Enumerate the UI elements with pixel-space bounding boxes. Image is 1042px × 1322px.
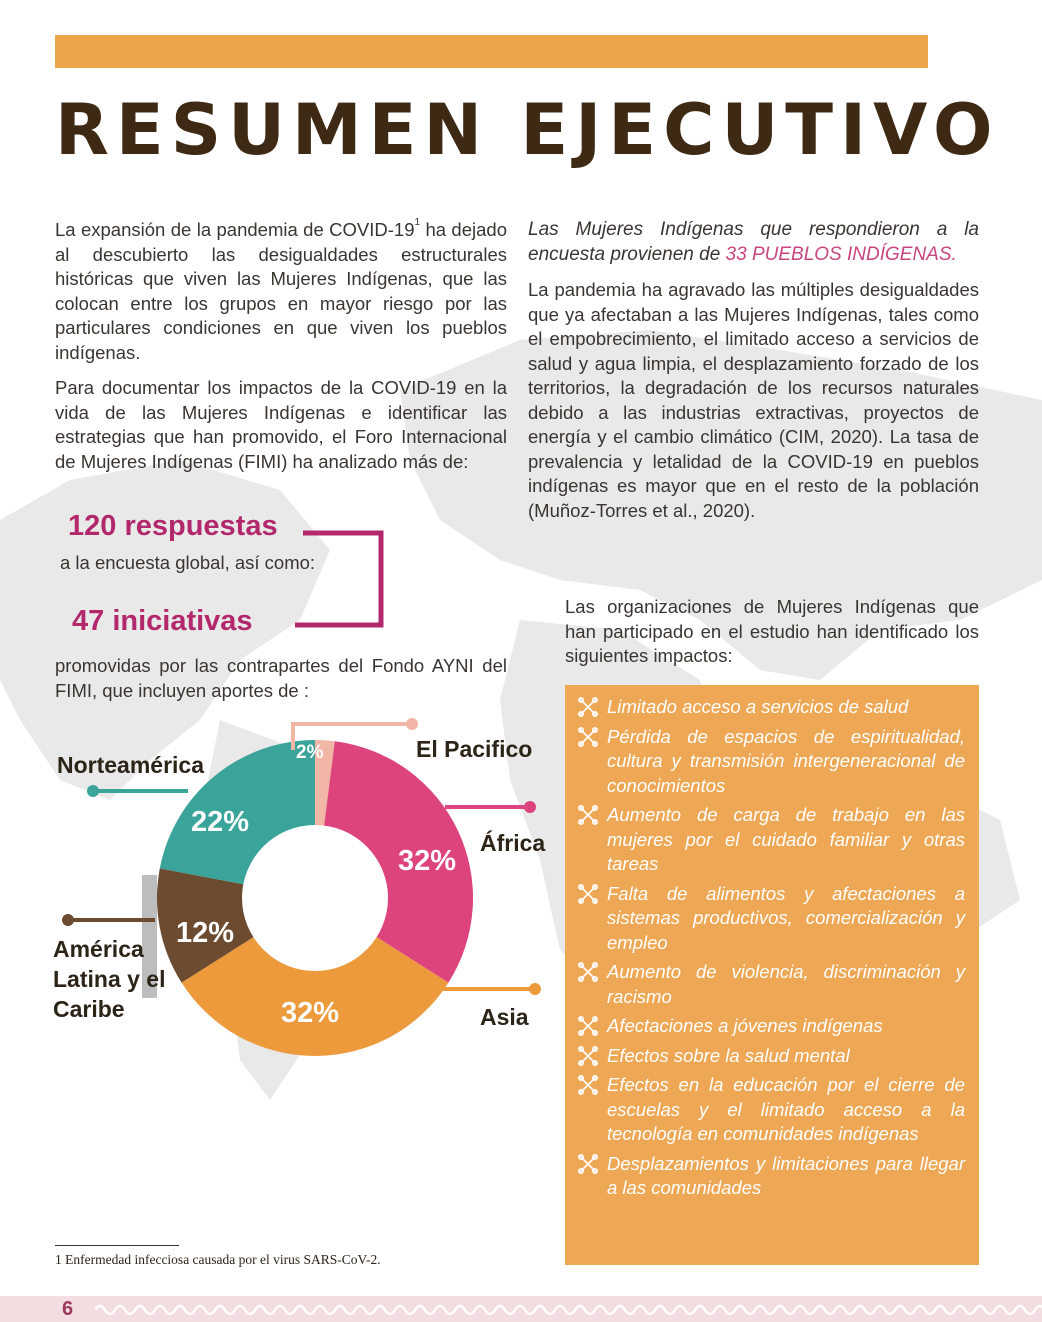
stat-responses: 120 respuestas bbox=[68, 510, 278, 542]
flower-bullet-icon bbox=[577, 884, 599, 904]
impact-item bbox=[577, 725, 965, 799]
impact-item bbox=[577, 695, 965, 720]
impact-item bbox=[577, 1014, 965, 1039]
impact-item bbox=[577, 960, 965, 1009]
pct-el-pacifico: 2% bbox=[296, 742, 324, 763]
intro-text: La expansión de la pandemia de COVID-19 bbox=[55, 219, 415, 240]
label-africa: África bbox=[480, 830, 546, 856]
peoples-highlight: 33 PUEBLOS INDÍGENAS. bbox=[725, 243, 957, 265]
leader-dot-0 bbox=[406, 718, 418, 730]
method-paragraph: Para documentar los impactos de la COVID-19 en la vida de las Mujeres Indígenas e identificar las estrategias que han promovido, el Foro Internacional de Mujeres Indígenas (FIMI) ha analizado más de: bbox=[55, 377, 507, 472]
pct-africa: 32% bbox=[398, 845, 457, 877]
label-norteamerica: Norteamérica bbox=[57, 752, 205, 778]
footnote-ref: 1 bbox=[414, 217, 421, 228]
pandemic-paragraph: La pandemia ha agravado las múltiples desigualdades que ya afectaban a las Mujeres Indígenas, tales como el empobrecimiento, el limitado acceso a servicios de salud y agua limpia, el desplazamiento forzado de los territorios, la degradación de los recursos naturales debido a las industrias extractivas, proyectos de energía y el cambio climático (CIM, 2020). La tasa de prevalencia y letalidad de la COVID-19 en pueblos indígenas es mayor que en el resto de la población (Muñoz-Torres et al., 2020). bbox=[528, 279, 979, 521]
impacts-list bbox=[565, 685, 979, 1201]
intro-text-rest: ha dejado al descubierto las desigualdades estructurales históricas que viven las Mujeres Indígenas, que las colocan entre los grupos en mayor riesgo por las particulares condiciones en que viven los pueblos indígenas. bbox=[55, 219, 507, 363]
impact-text: Aumento de carga de trabajo en las mujeres por el cuidado familiar y otras tareas bbox=[607, 804, 965, 874]
impact-text: Desplazamientos y limitaciones para llegar a las comunidades bbox=[607, 1152, 965, 1198]
flower-bullet-icon bbox=[577, 1046, 599, 1066]
left-column bbox=[55, 218, 507, 474]
intro-paragraph bbox=[55, 218, 507, 365]
impact-text: Limitado acceso a servicios de salud bbox=[607, 696, 909, 717]
leader-dot-4 bbox=[87, 785, 99, 797]
wave-border bbox=[95, 1300, 1042, 1320]
impact-text: Efectos en la educación por el cierre de escuelas y el limitado acceso a la tecnología en comunidades indígenas bbox=[607, 1074, 965, 1144]
impact-text: Falta de alimentos y afectaciones a sistemas productivos, comercialización y empleo bbox=[607, 882, 965, 953]
impacts-intro: Las organizaciones de Mujeres Indígenas que han participado en el estudio han identificado los siguientes impactos: bbox=[565, 596, 979, 666]
impact-text: Aumento de violencia, discriminación y racismo bbox=[607, 961, 965, 1007]
pct-america-latina: 12% bbox=[176, 917, 235, 949]
stat-initiatives: 47 iniciativas bbox=[72, 605, 253, 637]
stat-bracket bbox=[295, 525, 390, 635]
pct-norteamerica: 22% bbox=[191, 806, 250, 838]
impact-item bbox=[577, 1044, 965, 1069]
stat-responses-caption: a la encuesta global, así como: bbox=[60, 552, 316, 573]
contributions-paragraph: promovidas por las contrapartes del Fondo AYNI del FIMI, que incluyen aportes de : bbox=[55, 655, 507, 701]
impact-item bbox=[577, 882, 965, 956]
leader-dot-3 bbox=[62, 914, 74, 926]
leader-dot-2 bbox=[529, 983, 541, 995]
pct-asia: 32% bbox=[281, 997, 340, 1029]
leader-dot-1 bbox=[524, 801, 536, 813]
donut-hole bbox=[242, 825, 388, 971]
right-column bbox=[528, 218, 979, 523]
peoples-text: Las Mujeres Indígenas que respondieron a la encuesta provienen de bbox=[528, 219, 979, 265]
flower-bullet-icon bbox=[577, 805, 599, 825]
impact-text: Afectaciones a jóvenes indígenas bbox=[607, 1015, 883, 1036]
page-number: 6 bbox=[62, 1298, 74, 1320]
impact-text: Pérdida de espacios de espiritualidad, cultura y transmisión intergeneracional de conocimientos bbox=[607, 725, 965, 796]
label-asia: Asia bbox=[480, 1004, 529, 1030]
impacts-box bbox=[565, 685, 979, 1265]
page-title: RESUMEN EJECUTIVO bbox=[55, 89, 1000, 171]
flower-bullet-icon bbox=[577, 1075, 599, 1095]
flower-bullet-icon bbox=[577, 727, 599, 747]
label-america-latina: América Latina y el Caribe bbox=[53, 936, 166, 1022]
flower-bullet-icon bbox=[577, 1016, 599, 1036]
flower-bullet-icon bbox=[577, 962, 599, 982]
label-el-pacifico: El Pacifico bbox=[416, 736, 533, 762]
footnote-divider bbox=[55, 1245, 179, 1246]
impact-item bbox=[577, 1152, 965, 1201]
header-accent-bar bbox=[55, 35, 928, 68]
flower-bullet-icon bbox=[577, 697, 599, 717]
flower-bullet-icon bbox=[577, 1154, 599, 1174]
footnote: 1 Enfermedad infecciosa causada por el virus SARS-CoV-2. bbox=[55, 1252, 381, 1267]
impact-item bbox=[577, 1073, 965, 1147]
impact-item bbox=[577, 803, 965, 877]
peoples-statement bbox=[528, 218, 979, 267]
impact-text: Efectos sobre la salud mental bbox=[607, 1044, 850, 1066]
